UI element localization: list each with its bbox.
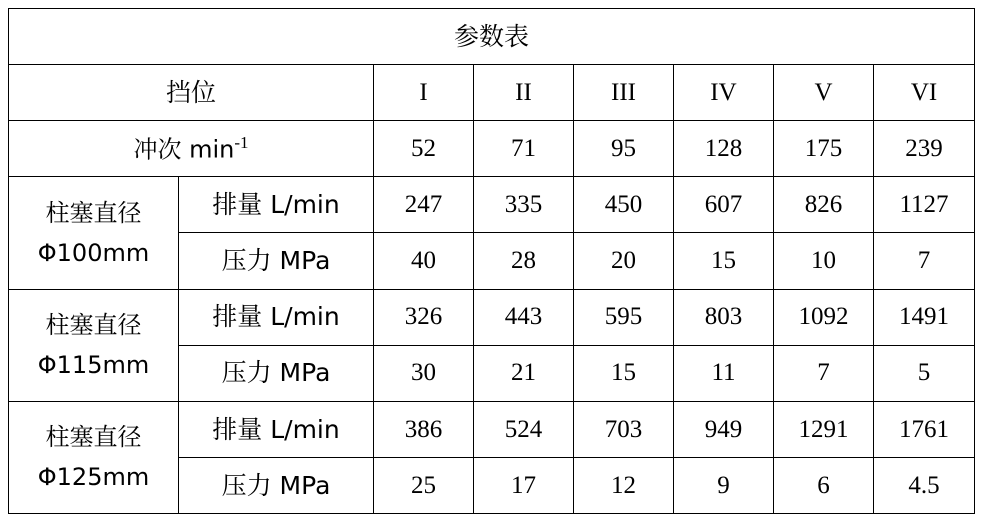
strokes-label-text: 冲次 min [133, 135, 235, 164]
g2-pressure-4: 11 [674, 345, 774, 401]
group-name-3-line2: Φ125mm [37, 463, 150, 492]
table-row-gears [9, 65, 975, 121]
gear-header-3: III [574, 65, 674, 121]
table-row-title [9, 9, 975, 65]
strokes-value-4: 128 [674, 121, 774, 177]
g3-pressure-6: 4.5 [874, 457, 975, 513]
g3-pressure-2: 17 [474, 457, 574, 513]
gear-header-6: VI [874, 65, 975, 121]
row-label-g1-pressure: 压力 MPa [179, 233, 374, 289]
g2-flow-6: 1491 [874, 289, 975, 345]
strokes-value-2: 71 [474, 121, 574, 177]
g2-pressure-6: 5 [874, 345, 975, 401]
g3-flow-4: 949 [674, 401, 774, 457]
g2-pressure-2: 21 [474, 345, 574, 401]
g1-pressure-6: 7 [874, 233, 975, 289]
g2-pressure-3: 15 [574, 345, 674, 401]
gear-header-4: IV [674, 65, 774, 121]
group-name-3 [9, 401, 179, 513]
g3-pressure-1: 25 [374, 457, 474, 513]
g2-pressure-1: 30 [374, 345, 474, 401]
g1-pressure-1: 40 [374, 233, 474, 289]
g3-pressure-3: 12 [574, 457, 674, 513]
strokes-label-superscript: -1 [234, 132, 249, 152]
g1-pressure-3: 20 [574, 233, 674, 289]
gear-header-2: II [474, 65, 574, 121]
strokes-value-6: 239 [874, 121, 975, 177]
g1-flow-5: 826 [774, 177, 874, 233]
g2-flow-5: 1092 [774, 289, 874, 345]
row-label-g2-pressure: 压力 MPa [179, 345, 374, 401]
table-row-group1-flow [9, 177, 975, 233]
g1-flow-6: 1127 [874, 177, 975, 233]
gear-header-1: I [374, 65, 474, 121]
g1-pressure-4: 15 [674, 233, 774, 289]
gear-label: 挡位 [9, 65, 374, 121]
g3-flow-6: 1761 [874, 401, 975, 457]
strokes-value-1: 52 [374, 121, 474, 177]
g1-pressure-5: 10 [774, 233, 874, 289]
g3-pressure-5: 6 [774, 457, 874, 513]
g1-flow-2: 335 [474, 177, 574, 233]
group-name-2-line1: 柱塞直径 [45, 310, 142, 339]
g1-flow-4: 607 [674, 177, 774, 233]
g2-flow-2: 443 [474, 289, 574, 345]
group-name-1-line2: Φ100mm [37, 238, 150, 267]
g1-pressure-2: 28 [474, 233, 574, 289]
group-name-1-line1: 柱塞直径 [45, 198, 142, 227]
g3-flow-3: 703 [574, 401, 674, 457]
g3-flow-2: 524 [474, 401, 574, 457]
strokes-value-3: 95 [574, 121, 674, 177]
g2-pressure-5: 7 [774, 345, 874, 401]
g3-pressure-4: 9 [674, 457, 774, 513]
group-name-2 [9, 289, 179, 401]
row-label-g2-flow: 排量 L/min [179, 289, 374, 345]
row-label-g3-flow: 排量 L/min [179, 401, 374, 457]
group-name-3-line1: 柱塞直径 [45, 422, 142, 451]
strokes-label [9, 121, 374, 177]
table-row-strokes [9, 121, 975, 177]
g3-flow-1: 386 [374, 401, 474, 457]
g2-flow-4: 803 [674, 289, 774, 345]
g2-flow-1: 326 [374, 289, 474, 345]
g2-flow-3: 595 [574, 289, 674, 345]
gear-header-5: V [774, 65, 874, 121]
table-row-group2-flow [9, 289, 975, 345]
table-row-group3-flow [9, 401, 975, 457]
group-name-2-line2: Φ115mm [37, 351, 150, 380]
g1-flow-1: 247 [374, 177, 474, 233]
g1-flow-3: 450 [574, 177, 674, 233]
g3-flow-5: 1291 [774, 401, 874, 457]
table-title: 参数表 [9, 9, 975, 65]
row-label-g3-pressure: 压力 MPa [179, 457, 374, 513]
row-label-g1-flow: 排量 L/min [179, 177, 374, 233]
group-name-1 [9, 177, 179, 289]
strokes-value-5: 175 [774, 121, 874, 177]
parameter-table [8, 8, 975, 514]
